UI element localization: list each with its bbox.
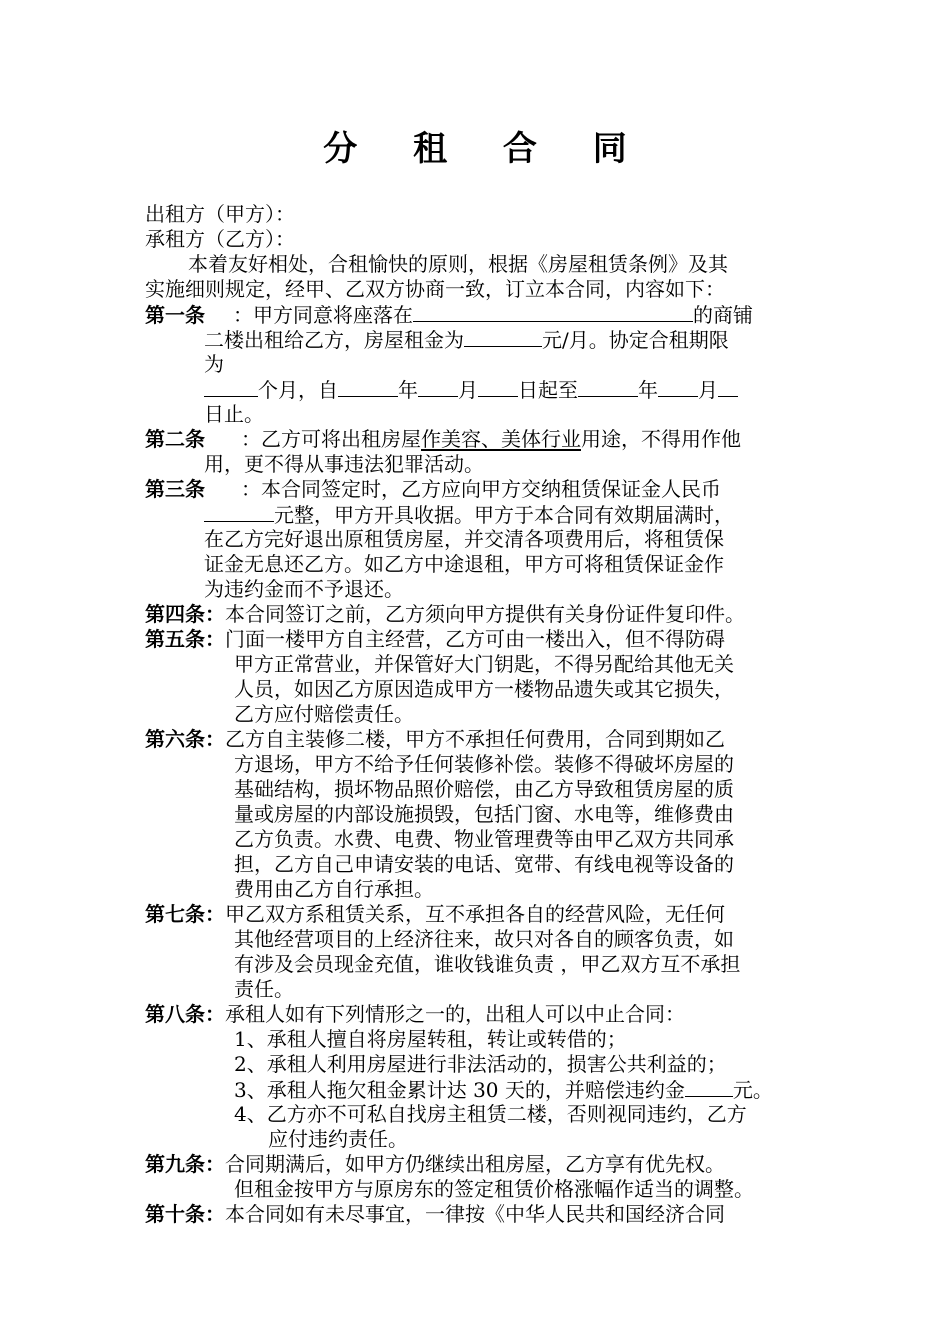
article-6-line-5: 乙方负责。水费、电费、物业管理费等由甲乙双方共同承 (234, 827, 734, 851)
article-1-line-3: 为 (204, 352, 224, 376)
article-4-line-1: 第四条：本合同签订之前，乙方须向甲方提供有关身份证件复印件。 (145, 602, 745, 626)
article-2-line-1: 第二条 ：乙方可将出租房屋作美容、美体行业用途，不得用作他 (145, 427, 741, 451)
article-6-line-4: 量或房屋的内部设施损毁，包括门窗、水电等，维修费由 (234, 802, 734, 826)
article-5-line-1: 第五条：门面一楼甲方自主经营，乙方可由一楼出入，但不得防碍 (145, 627, 725, 651)
location-blank (413, 302, 693, 322)
article-3-line-5: 为违约金而不予退还。 (204, 577, 404, 601)
article-3-line-1: 第三条 ：本合同签定时，乙方应向甲方交纳租赁保证金人民币 (145, 477, 721, 501)
article-6-line-3: 基础结构，损坏物品照价赔偿，由乙方导致租赁房屋的质 (234, 777, 734, 801)
article-3-line-3: 在乙方完好退出原租赁房屋，并交清各项费用后，将租赁保 (204, 527, 724, 551)
article-6-label: 第六条： (145, 727, 225, 751)
article-8-label: 第八条： (145, 1002, 225, 1026)
document-title: 分 租 合 同 (323, 129, 649, 169)
penalty-blank (685, 1077, 733, 1097)
article-7-label: 第七条： (145, 902, 225, 926)
article-3-line-2: 元整，甲方开具收据。甲方于本合同有效期届满时， (204, 502, 734, 527)
article-6-line-2: 方退场，甲方不给予任何装修补偿。装修不得破坏房屋的 (234, 752, 734, 776)
article-10-label: 第十条： (145, 1202, 225, 1226)
article-6-line-6: 担，乙方自己申请安装的电话、宽带、有线电视等设备的 (234, 852, 734, 876)
end-month-blank (658, 377, 698, 397)
article-6-line-7: 费用由乙方自行承担。 (234, 877, 434, 901)
article-8-item-4-cont: 应付违约责任。 (268, 1127, 408, 1151)
article-5-line-2: 甲方正常营业，并保管好大门钥匙，不得另配给其他无关 (234, 652, 734, 676)
article-10-line-1: 第十条：本合同如有未尽事宜，一律按《中华人民共和国经济合同 (145, 1202, 725, 1226)
end-day-blank (718, 377, 738, 397)
lessor-line: 出租方（甲方）： (145, 202, 295, 226)
article-2-label: 第二条 (145, 427, 205, 451)
article-7-line-4: 责任。 (234, 977, 294, 1001)
article-8-item-3: 3、承租人拖欠租金累计达 30 天的，并赔偿违约金 元。 (234, 1078, 773, 1102)
deposit-blank (204, 502, 274, 522)
article-1-line-5: 日止。 (204, 402, 264, 426)
article-8-item-2: 2、承租人利用房屋进行非法活动的，损害公共利益的； (234, 1052, 727, 1076)
article-9-line-2: 但租金按甲方与原房东的签定租赁价格涨幅作适当的调整。 (234, 1177, 754, 1201)
end-year-blank (578, 377, 638, 397)
article-3-line-4: 证金无息还乙方。如乙方中途退租，甲方可将租赁保证金作 (204, 552, 724, 576)
article-3-label: 第三条 (145, 477, 205, 501)
start-day-blank (478, 377, 518, 397)
article-8-item-1: 1、承租人擅自将房屋转租，转让或转借的； (234, 1027, 627, 1051)
article-8-item-4: 4、乙方亦不可私自找房主租赁二楼，否则视同违约，乙方 (234, 1102, 747, 1126)
article-5-line-3: 人员，如因乙方原因造成甲方一楼物品遗失或其它损失， (234, 677, 734, 701)
preamble-line-2: 实施细则规定，经甲、乙双方协商一致，订立本合同，内容如下： (145, 277, 725, 301)
article-6-line-1: 第六条：乙方自主装修二楼，甲方不承担任何费用，合同到期如乙 (145, 727, 725, 751)
article-7-line-3: 有涉及会员现金充值，谁收钱谁负责 ，甲乙双方互不承担 (234, 952, 741, 976)
article-1-line-2: 二楼出租给乙方，房屋租金为 元/月。协定合租期限 (204, 328, 729, 352)
article-8-line-1: 第八条：承租人如有下列情形之一的，出租人可以中止合同： (145, 1002, 685, 1026)
article-7-line-2: 其他经营项目的上经济往来，故只对各自的顾客负责，如 (234, 927, 734, 951)
preamble-line-1: 本着友好相处，合租愉快的原则，根据《房屋租赁条例》及其 (188, 252, 728, 276)
usage-field: 作美容、美体行业 (421, 427, 581, 451)
rent-blank (464, 327, 542, 347)
article-7-line-1: 第七条：甲乙双方系租赁关系，互不承担各自的经营风险，无任何 (145, 902, 725, 926)
lessee-line: 承租方（乙方）： (145, 227, 295, 251)
article-4-label: 第四条： (145, 602, 225, 626)
start-year-blank (338, 377, 398, 397)
article-2-line-2: 用，更不得从事违法犯罪活动。 (204, 452, 484, 476)
article-1-line-4: 个月，自 年 月 日起至 年 月 (204, 377, 738, 402)
article-5-label: 第五条： (145, 627, 225, 651)
article-1-line-1: 第一条 ：甲方同意将座落在 的商铺 (145, 303, 753, 327)
article-9-line-1: 第九条：合同期满后，如甲方仍继续出租房屋，乙方享有优先权。 (145, 1152, 725, 1176)
article-1-label: 第一条 (145, 303, 205, 327)
article-5-line-4: 乙方应付赔偿责任。 (234, 702, 414, 726)
start-month-blank (418, 377, 458, 397)
months-blank (204, 377, 258, 397)
article-9-label: 第九条： (145, 1152, 225, 1176)
